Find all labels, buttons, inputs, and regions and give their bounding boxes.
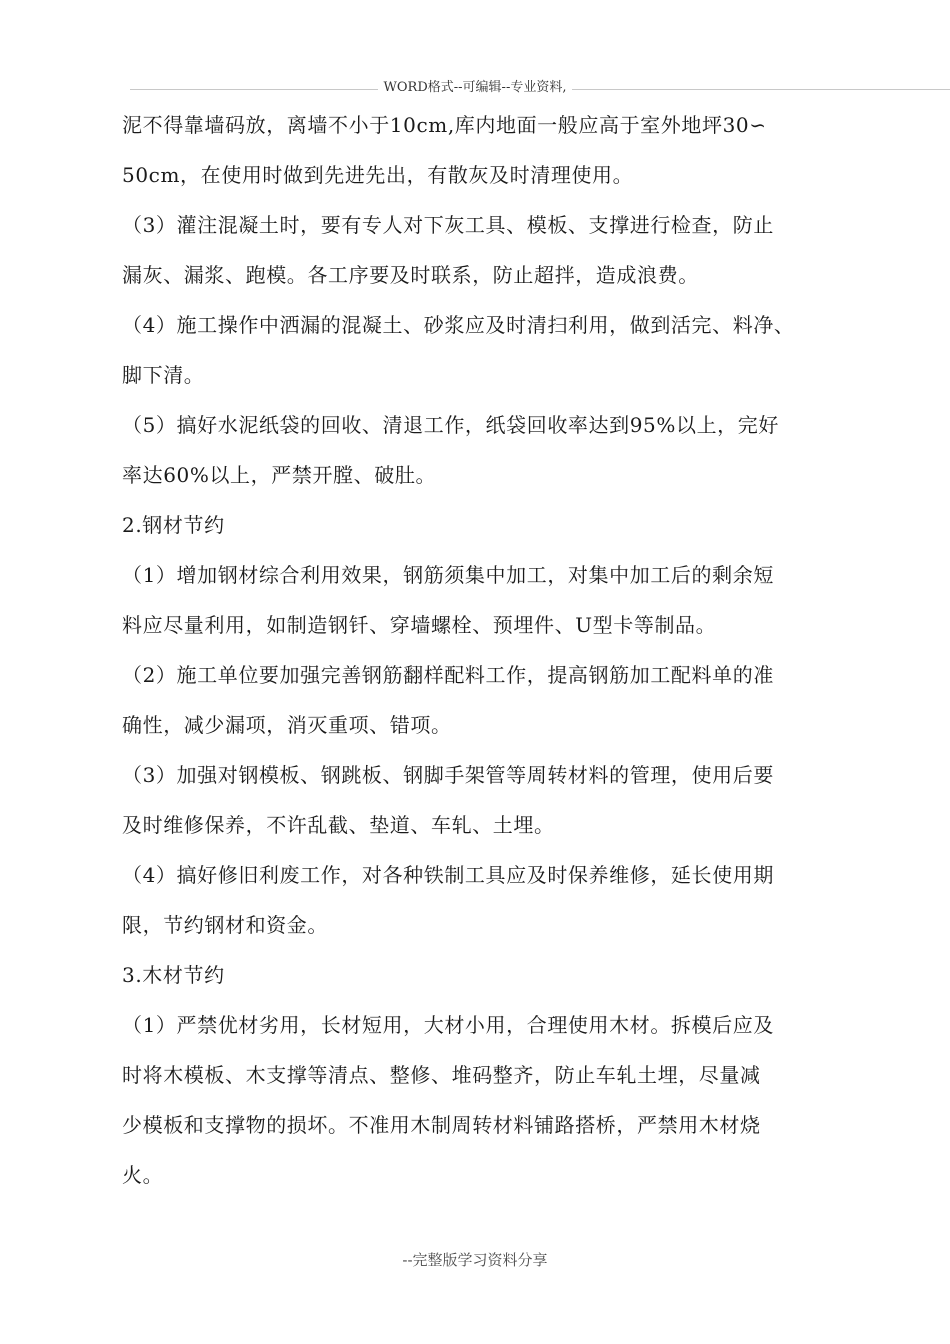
section-heading: 2.钢材节约 — [122, 513, 225, 537]
text-line: 确性，减少漏项，消灭重项、错项。 — [122, 713, 452, 737]
text-line: （4）搞好修旧利废工作，对各种铁制工具应及时保养维修，延长使用期 — [122, 863, 774, 887]
text-line: （1）增加钢材综合利用效果，钢筋须集中加工，对集中加工后的剩余短 — [122, 563, 774, 587]
text-line: （5）搞好水泥纸袋的回收、清退工作，纸袋回收率达到95%以上，完好 — [122, 413, 779, 437]
page-footer: --完整版学习资料分享 — [402, 1251, 548, 1269]
text-line: 漏灰、漏浆、跑模。各工序要及时联系，防止超拌，造成浪费。 — [122, 263, 699, 287]
text-line: 泥不得靠墙码放，离墙不小于10cm,库内地面一般应高于室外地坪30∽ — [122, 113, 767, 137]
text-line: 率达60%以上，严禁开膛、破肚。 — [122, 463, 437, 487]
text-line: （1）严禁优材劣用，长材短用，大材小用，合理使用木材。拆模后应及 — [122, 1013, 774, 1037]
page-header — [0, 80, 950, 96]
text-line: 火。 — [122, 1163, 164, 1187]
text-line: 限，节约钢材和资金。 — [122, 913, 328, 937]
text-line: （3）灌注混凝土时，要有专人对下灰工具、模板、支撑进行检查，防止 — [122, 213, 774, 237]
text-line: 脚下清。 — [122, 363, 205, 387]
text-line: （3）加强对钢模板、钢跳板、钢脚手架管等周转材料的管理，使用后要 — [122, 763, 774, 787]
text-line: 时将木模板、木支撑等清点、整修、堆码整齐，防止车轧土埋，尽量减 — [122, 1063, 761, 1087]
text-line: 50cm，在使用时做到先进先出，有散灰及时清理使用。 — [122, 163, 634, 187]
text-line: 少模板和支撑物的损坏。不准用木制周转材料铺路搭桥，严禁用木材烧 — [122, 1113, 761, 1137]
header-text: WORD格式--可编辑--专业资料, — [378, 80, 573, 95]
document-body — [122, 100, 842, 1200]
text-line: 料应尽量利用，如制造钢钎、穿墙螺栓、预埋件、U型卡等制品。 — [122, 613, 717, 637]
text-line: （2）施工单位要加强完善钢筋翻样配料工作，提高钢筋加工配料单的准 — [122, 663, 774, 687]
text-line: （4）施工操作中洒漏的混凝土、砂浆应及时清扫利用，做到活完、料净、 — [122, 313, 795, 337]
section-heading: 3.木材节约 — [122, 963, 225, 987]
text-line: 及时维修保养，不许乱截、垫道、车轧、土埋。 — [122, 813, 555, 837]
